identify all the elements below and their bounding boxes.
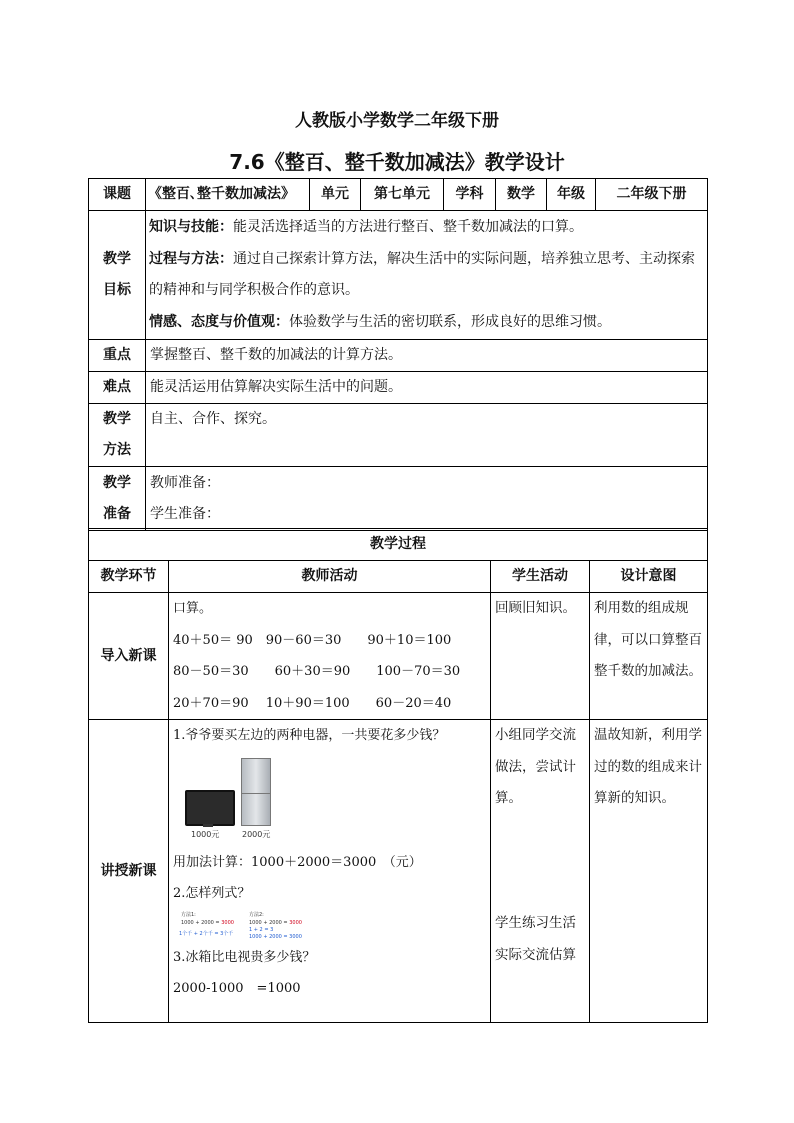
tv-stand: [203, 824, 213, 827]
value-topic: 《整百､整千数加减法》: [146, 179, 310, 211]
col-stage: 教学环节: [89, 561, 169, 593]
label-prep-line1: 教学: [103, 474, 131, 491]
process-heading: 教学过程: [89, 529, 708, 561]
document-title: 人教版小学数学二年级下册: [295, 111, 499, 131]
prep-content: [146, 467, 708, 531]
stage-teach: 讲授新课: [89, 720, 169, 1023]
col-purpose: 设计意图: [590, 561, 708, 593]
intro-title: 口算。: [173, 601, 213, 616]
goal-knowledge-head: 知识与技能：: [149, 219, 233, 235]
m1-line1: 1000 + 2000 =: [181, 919, 220, 926]
teaching-process-table: [88, 528, 708, 1023]
label-difficult: 难点: [89, 372, 146, 404]
value-unit: 第七单元: [361, 179, 444, 211]
col-student: 学生活动: [491, 561, 590, 593]
m1-expression: [181, 920, 234, 926]
tv-price: 1000元: [191, 829, 220, 839]
fridge-icon: [241, 758, 271, 826]
method-content: 自主、合作、探究。: [146, 404, 708, 467]
label-unit: 单元: [310, 179, 361, 211]
label-topic: 课题: [89, 179, 146, 211]
teach-student: [491, 720, 590, 1023]
m2-line1: 1000 + 2000 =: [249, 919, 288, 926]
m2-answer: 3000: [289, 919, 302, 926]
m1-title: 方法1:: [181, 911, 196, 918]
teach-teacher: [169, 720, 491, 1023]
goal-attitude: [149, 307, 704, 339]
key-content: 掌握整百、整千数的加减法的计算方法。: [146, 340, 708, 372]
teach-question-3: 3.冰箱比电视贵多少钱？: [173, 949, 316, 965]
goal-process-text: 通过自己探索计算方法，解决生活中的实际问题，培养独立思考、主动探索的精神和与同学积极合作的意识。: [149, 250, 695, 298]
teach-calc: 用加法计算：1000＋2000＝3000 （元）: [173, 854, 422, 870]
label-method: [89, 404, 146, 467]
m1-note: 1个千 + 2个千 = 3个千: [179, 930, 234, 937]
col-teacher: 教师活动: [169, 561, 491, 593]
difficult-content: 能灵活运用估算解决实际生活中的问题。: [146, 372, 708, 404]
intro-teacher: [169, 593, 491, 720]
goal-attitude-head: 情感、态度与价值观：: [149, 313, 289, 330]
goal-attitude-text: 体验数学与生活的密切联系，形成良好的思维习惯。: [289, 313, 611, 330]
document-subtitle: 7.6《整百、整千数加减法》教学设计: [229, 150, 565, 174]
m1-answer: 3000: [221, 919, 234, 926]
prep-student: 学生准备：: [150, 505, 220, 522]
label-goals: [89, 211, 146, 340]
fridge-price: 2000元: [242, 829, 271, 839]
teach-student-2: 学生练习生活实际交流估算: [495, 915, 576, 963]
intro-line-1: 40＋50＝ 90 90－60＝30 90＋10＝100: [173, 632, 452, 648]
label-method-line2: 方法: [103, 442, 131, 458]
label-key: 重点: [89, 340, 146, 372]
intro-student: 回顾旧知识。: [491, 593, 590, 720]
value-subject: 数学: [496, 179, 547, 211]
label-prep-line2: 准备: [103, 505, 131, 522]
intro-line-2: 80－50＝30 60＋30＝90 100－70＝30: [173, 664, 461, 679]
label-grade: 年级: [547, 179, 596, 211]
teach-question-1: 1.爷爷要买左边的两种电器，一共要花多少钱？: [173, 728, 446, 743]
value-grade: 二年级下册: [596, 179, 708, 211]
label-goals-line2: 目标: [103, 282, 131, 298]
method-picture: [173, 910, 373, 942]
label-prep: [89, 467, 146, 531]
intro-purpose: 利用数的组成规律，可以口算整百整千数的加减法。: [590, 593, 708, 720]
goal-knowledge: [149, 212, 704, 244]
prep-teacher: 教师准备：: [150, 474, 220, 491]
m2-result: 1000 + 2000 = 3000: [249, 933, 302, 940]
goals-content: [146, 211, 708, 340]
tv-icon: [185, 790, 235, 826]
m2-note: 1 + 2 = 3: [249, 926, 274, 933]
appliance-picture: [173, 752, 373, 847]
teach-question-2: 2.怎样列式？: [173, 886, 251, 901]
label-goals-line1: 教学: [103, 251, 131, 267]
label-method-line1: 教学: [103, 411, 131, 427]
intro-line-3: 20＋70＝90 10＋90＝100 60－20＝40: [173, 695, 452, 711]
goal-knowledge-text: 能灵活选择适当的方法进行整百、整千数加减法的口算。: [233, 219, 583, 235]
stage-intro: 导入新课: [89, 593, 169, 720]
teach-purpose: 温故知新，利用学过的数的组成来计算新的知识。: [590, 720, 708, 1023]
lesson-info-table: [88, 178, 708, 531]
teach-student-1: 小组同学交流做法，尝试计算。: [495, 727, 576, 806]
goal-process-head: 过程与方法：: [149, 250, 233, 267]
goal-process: [149, 244, 704, 307]
teach-calc-2: 2000-1000 =1000: [173, 981, 301, 996]
m2-expression: [249, 920, 302, 926]
m2-title: 方法2:: [249, 911, 264, 918]
label-subject: 学科: [444, 179, 496, 211]
